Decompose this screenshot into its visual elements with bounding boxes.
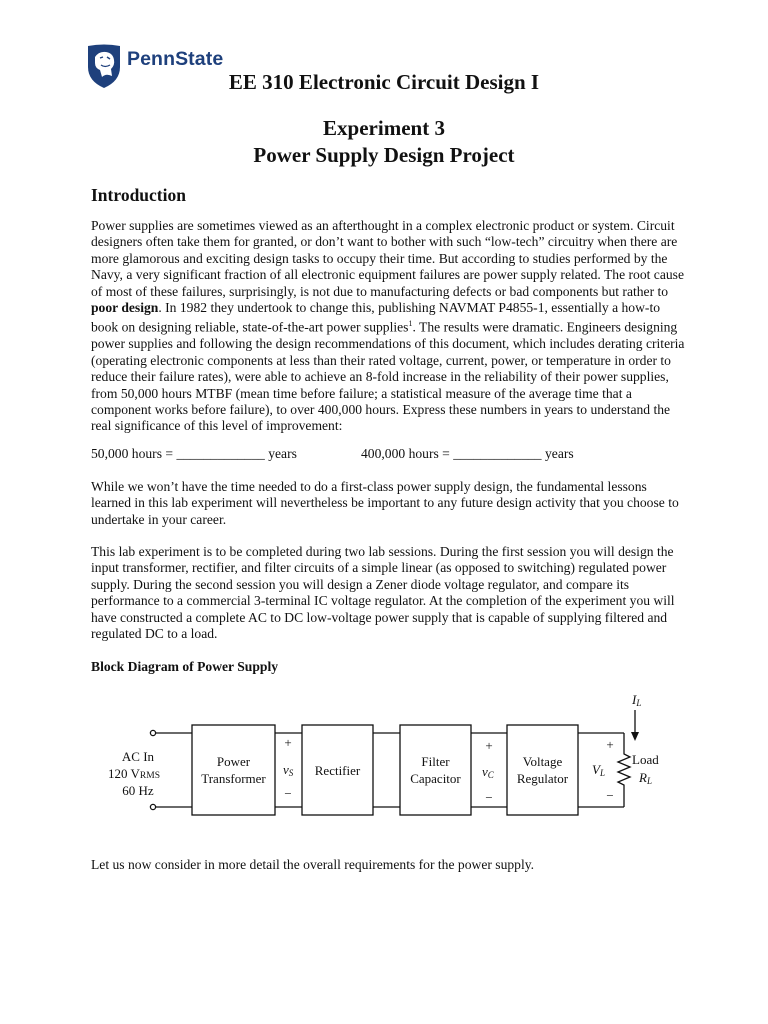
vs-plus: +	[284, 735, 292, 750]
intro-paragraph-2: While we won’t have the time needed to do a first-class power supply design, the fundamental lessons learned in this lab experiment will nevertheless be important to any future design activity that you choose to undertake in your career.	[91, 479, 679, 527]
vs-minus: −	[284, 786, 292, 801]
intro-text-b: . In 1982 they undertook to change this, publishing NAVMAT P4855-1, essentially a how-to book on designing reliable, state-of-the-art power supplies	[91, 300, 661, 335]
intro-paragraph-3: This lab experiment is to be completed during two lab sessions. During the first session you will design the input transformer, rectifier, and filter circuits of a simple linear (as opposed to switching) regulated power supply. During the second session you will design a Zener diode voltage regulator, and compare its performance to a commercial 3-terminal IC voltage regulator. At the completion of the experiment you will have constructed a complete AC to DC low-voltage power supply that is capable of supplying filtered and regulated DC to a load.	[91, 544, 675, 642]
vc-plus: +	[485, 738, 493, 753]
filter-label: Filter	[421, 754, 450, 769]
rl-label: RL	[639, 770, 652, 786]
regulator-label: Regulator	[516, 771, 569, 786]
vl-label: VL	[592, 762, 605, 778]
intro-paragraph-1	[91, 218, 685, 435]
ac-in-label: AC In	[121, 749, 155, 764]
ac-voltage-label: 120 VRMS	[108, 766, 160, 781]
intro-text-a: Power supplies are sometimes viewed as an afterthought in a complex electronic product or system. Circuit designers often take them for granted, or don’t want to bother with such “low-tech” circuitry when there are more glamorous and exciting design tasks to occupy their time. But according to studies performed by the Navy, a very significant fraction of all electronic equipment failures are power supply related. The root cause of most of these failures, surprisingly, is not due to manufacturing defects or bad components but rather to	[91, 218, 684, 299]
voltage-regulator-block	[507, 725, 578, 815]
course-title: EE 310 Electronic Circuit Design I	[228, 70, 540, 94]
vl-minus: −	[606, 788, 614, 803]
mtbf-blank-400000: 400,000 hours = _____________ years	[361, 446, 574, 461]
load-label: Load	[632, 752, 659, 767]
rectifier-label: Rectifier	[314, 763, 361, 778]
load-resistor	[618, 733, 630, 807]
intro-text-c: . The results were dramatic. Engineers designing power supplies and following the design recommendations of this document, which includes derating criteria (operating electronic components at less than their rated voltage, current, power, or temperature in order to reduce their failure rates), were able to achieve an 8-fold increase in the reliability of their power supplies, from 50,000 hours MTBF (mean time before failure; a statistical measure of the average time that a component works before failure), to over 400,000 hours. Express these numbers in years to understand the real significance of this level of improvement:	[91, 319, 685, 434]
project-title: Power Supply Design Project	[253, 143, 515, 167]
logo-wordmark: PennState	[127, 48, 224, 70]
vl-plus: +	[606, 737, 614, 752]
vs-label: vS	[283, 762, 294, 778]
input-terminal-bottom	[150, 804, 155, 809]
poor-design-emphasis: poor design	[91, 300, 159, 316]
filter-capacitor-block	[400, 725, 471, 815]
experiment-number: Experiment 3	[323, 116, 445, 140]
input-terminal-top	[150, 730, 155, 735]
footnote-marker: 1	[408, 319, 413, 329]
il-label: IL	[632, 692, 642, 708]
block-diagram-heading: Block Diagram of Power Supply	[91, 659, 279, 674]
vc-label: vC	[482, 764, 494, 780]
load-current-arrowhead	[631, 732, 639, 741]
vc-minus: −	[485, 790, 493, 805]
power-transformer-block	[192, 725, 275, 815]
power-supply-block-diagram	[104, 690, 684, 830]
voltage-label: Voltage	[522, 754, 563, 769]
mtbf-blank-50000: 50,000 hours = _____________ years	[91, 446, 297, 461]
power-label: Power	[216, 754, 251, 769]
introduction-heading: Introduction	[91, 185, 186, 205]
ac-frequency-label: 60 Hz	[122, 783, 154, 798]
closing-sentence: Let us now consider in more detail the overall requirements for the power supply.	[91, 857, 535, 872]
capacitor-label: Capacitor	[410, 771, 461, 786]
transformer-label: Transformer	[201, 771, 266, 786]
